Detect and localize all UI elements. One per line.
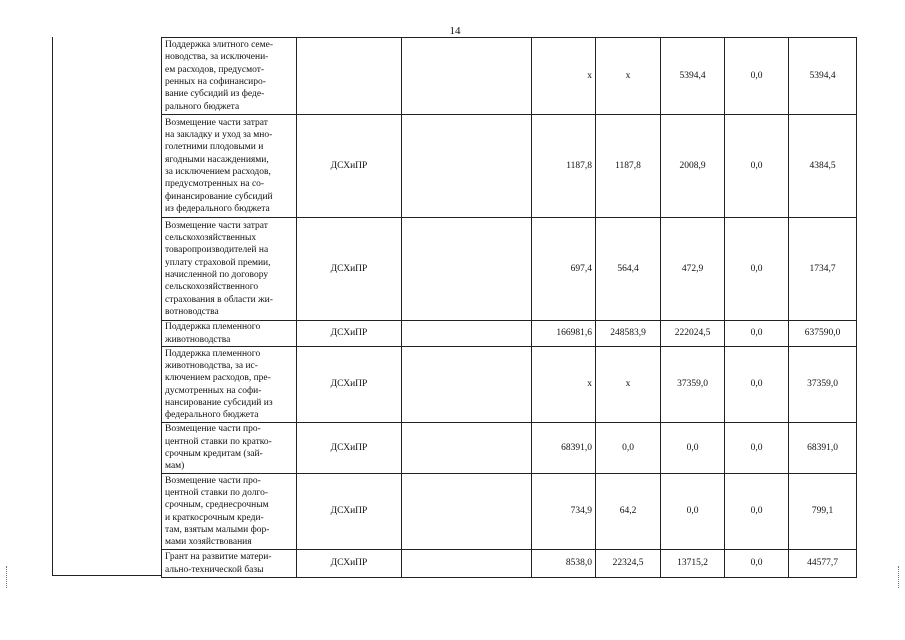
row-value-4-cell: 0,0: [725, 115, 789, 218]
table-row: [162, 550, 857, 578]
row-value-total-cell: 637590,0: [789, 321, 857, 347]
table-row: [162, 38, 857, 115]
row-name-cell: Возмещение части затрат сельскохозяйственных товаропроизводителей на уплату страховой премии, начисленной по договору сельскохозяйственного страхования в области жи- вотноводства: [162, 218, 297, 321]
row-value-4-cell: 0,0: [725, 218, 789, 321]
row-value-3-cell: 13715,2: [661, 550, 725, 578]
row-value-total-cell: 1734,7: [789, 218, 857, 321]
row-empty-cell: [402, 115, 532, 218]
row-value-total-cell: 37359,0: [789, 347, 857, 423]
row-value-3-cell: 222024,5: [661, 321, 725, 347]
row-empty-cell: [402, 218, 532, 321]
row-value-4-cell: 0,0: [725, 474, 789, 550]
row-value-1-cell: 734,9: [532, 474, 596, 550]
row-value-4-cell: 0,0: [725, 423, 789, 474]
row-value-3-cell: 0,0: [661, 474, 725, 550]
row-empty-cell: [402, 38, 532, 115]
row-value-1-cell: 697,4: [532, 218, 596, 321]
row-empty-cell: [402, 423, 532, 474]
table-row: [162, 347, 857, 423]
row-value-total-cell: 4384,5: [789, 115, 857, 218]
row-name-cell: Возмещение части про- центной ставки по кратко- срочным кредитам (зай- мам): [162, 423, 297, 474]
row-executor-cell: ДСХиПР: [297, 474, 402, 550]
table-row: [162, 423, 857, 474]
row-value-3-cell: 472,9: [661, 218, 725, 321]
row-value-3-cell: 37359,0: [661, 347, 725, 423]
row-value-3-cell: 5394,4: [661, 38, 725, 115]
row-value-2-cell: x: [596, 347, 661, 423]
row-name-cell: Поддержка элитного семе- новодства, за исключени- ем расходов, предусмот- ренных на софинансиро- вание субсидий из феде- рального бюджета: [162, 38, 297, 115]
row-value-1-cell: 68391,0: [532, 423, 596, 474]
row-name-cell: Возмещение части про- центной ставки по долго- срочным, среднесрочным и краткосрочным креди- там, взятым малыми фор- мами хозяйствования: [162, 474, 297, 550]
row-value-2-cell: 248583,9: [596, 321, 661, 347]
right-edge-mark: [898, 566, 900, 588]
row-executor-cell: ДСХиПР: [297, 347, 402, 423]
row-value-1-cell: 8538,0: [532, 550, 596, 578]
left-border-line: [52, 37, 53, 575]
row-executor-cell: ДСХиПР: [297, 423, 402, 474]
row-value-total-cell: 68391,0: [789, 423, 857, 474]
row-value-4-cell: 0,0: [725, 321, 789, 347]
row-executor-cell: ДСХиПР: [297, 115, 402, 218]
row-value-1-cell: x: [532, 38, 596, 115]
row-empty-cell: [402, 347, 532, 423]
row-empty-cell: [402, 321, 532, 347]
row-value-2-cell: 1187,8: [596, 115, 661, 218]
table-row: [162, 474, 857, 550]
budget-table: [161, 37, 857, 578]
row-value-2-cell: 0,0: [596, 423, 661, 474]
row-value-1-cell: 166981,6: [532, 321, 596, 347]
row-value-3-cell: 2008,9: [661, 115, 725, 218]
row-value-4-cell: 0,0: [725, 38, 789, 115]
row-value-1-cell: 1187,8: [532, 115, 596, 218]
row-value-4-cell: 0,0: [725, 550, 789, 578]
row-name-cell: Грант на развитие матери- ально-технической базы: [162, 550, 297, 578]
row-value-2-cell: 64,2: [596, 474, 661, 550]
row-value-3-cell: 0,0: [661, 423, 725, 474]
page-number: 14: [449, 25, 461, 37]
row-value-2-cell: 564,4: [596, 218, 661, 321]
row-value-4-cell: 0,0: [725, 347, 789, 423]
table-row: [162, 321, 857, 347]
row-value-1-cell: x: [532, 347, 596, 423]
row-executor-cell: ДСХиПР: [297, 218, 402, 321]
row-value-total-cell: 799,1: [789, 474, 857, 550]
table-row: [162, 115, 857, 218]
row-value-2-cell: x: [596, 38, 661, 115]
table-row: [162, 218, 857, 321]
row-value-total-cell: 44577,7: [789, 550, 857, 578]
row-executor-cell: ДСХиПР: [297, 321, 402, 347]
row-name-cell: Поддержка племенного животноводства: [162, 321, 297, 347]
row-executor-cell: ДСХиПР: [297, 550, 402, 578]
row-empty-cell: [402, 550, 532, 578]
row-name-cell: Возмещение части затрат на закладку и уход за мно- голетними плодовыми и ягодными насаждениями, за исключением расходов, предусмотренных на со- финансирование субсидий из федерального бюджета: [162, 115, 297, 218]
bottom-border-line: [52, 575, 161, 576]
table-body: [162, 38, 857, 578]
row-name-cell: Поддержка племенного животноводства, за ис- ключением расходов, пре- дусмотренных на софи- нансирование субсидий из федерального бюджета: [162, 347, 297, 423]
row-value-total-cell: 5394,4: [789, 38, 857, 115]
row-executor-cell: [297, 38, 402, 115]
row-empty-cell: [402, 474, 532, 550]
left-edge-mark: [6, 566, 8, 588]
row-value-2-cell: 22324,5: [596, 550, 661, 578]
